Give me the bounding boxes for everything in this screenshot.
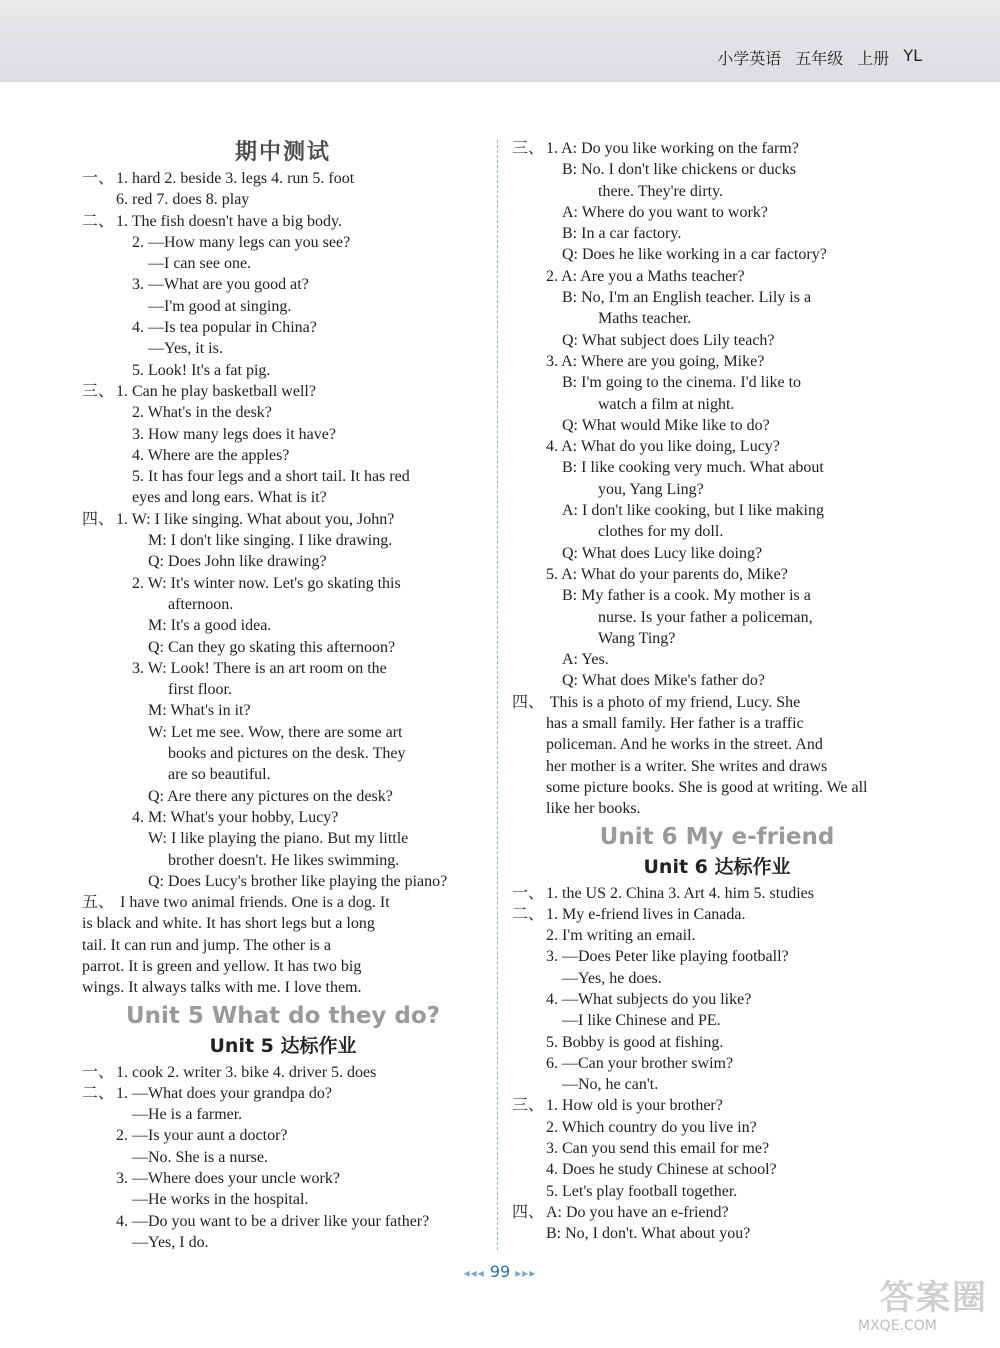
answer-text: 2. W: It's winter now. Let's go skating this xyxy=(132,574,401,592)
answer-text: 1. —What does your grandpa do? xyxy=(116,1084,332,1102)
answer-line xyxy=(82,892,484,913)
answer-text: 2. —How many legs can you see? xyxy=(132,233,351,251)
section-number: 二、 xyxy=(82,212,115,230)
answer-text: —Yes, he does. xyxy=(562,969,662,987)
answer-text: —He works in the hospital. xyxy=(132,1191,309,1209)
answer-text: B: I'm going to the cinema. I'd like to xyxy=(562,374,802,392)
unit5-answers xyxy=(82,1062,484,1254)
answer-text: 4. Where are the apples? xyxy=(132,446,290,464)
answer-text: Q: Does he like working in a car factory? xyxy=(562,246,827,264)
answer-line xyxy=(82,168,484,189)
answer-line xyxy=(82,700,484,721)
answer-line xyxy=(512,436,922,457)
answer-text: 1. Can he play basketball well? xyxy=(116,382,316,400)
answer-text: has a small family. Her father is a traffic xyxy=(546,715,804,733)
section-number: 五、 xyxy=(82,894,115,912)
answer-line xyxy=(82,551,484,572)
answer-text: —Yes, I do. xyxy=(132,1233,209,1251)
unit6-subtitle: Unit 6 达标作业 xyxy=(643,855,791,878)
header-subject: 小学英语 xyxy=(717,49,782,68)
answer-line xyxy=(82,487,484,508)
answer-line xyxy=(82,381,484,402)
answer-line xyxy=(512,1202,922,1223)
answer-text: A: Where do you want to work? xyxy=(562,203,768,221)
answer-line xyxy=(82,1083,484,1104)
answer-line xyxy=(82,232,484,253)
running-header xyxy=(717,46,922,69)
section-number: 三、 xyxy=(82,382,115,400)
unit5-subtitle: Unit 5 达标作业 xyxy=(209,1034,357,1057)
answer-line xyxy=(512,925,922,946)
answer-line xyxy=(512,883,922,904)
left-column xyxy=(82,135,484,1253)
right-column xyxy=(512,138,922,1245)
answer-text: watch a film at night. xyxy=(598,395,735,413)
answer-line xyxy=(82,722,484,743)
midterm-answers-continued xyxy=(512,138,922,820)
answer-text: there. They're dirty. xyxy=(598,182,724,200)
answer-text: 1. the US 2. China 3. Art 4. him 5. studies xyxy=(546,884,814,902)
answer-text: 2. —Is your aunt a doctor? xyxy=(116,1127,288,1145)
answer-line xyxy=(82,360,484,381)
watermark-logo: 答案圈 xyxy=(880,1278,988,1318)
answer-line xyxy=(512,479,922,500)
answer-text: W: Let me see. Wow, there are some art xyxy=(148,723,403,741)
answer-text: —No. She is a nurse. xyxy=(132,1148,268,1166)
answer-text: 4. M: What's your hobby, Lucy? xyxy=(132,808,339,826)
answer-line xyxy=(82,850,484,871)
answer-text: 4. A: What do you like doing, Lucy? xyxy=(546,438,780,456)
header-volume: 上册 xyxy=(857,49,890,68)
unit6-answers xyxy=(512,883,922,1245)
answer-line xyxy=(512,351,922,372)
answer-text: 6. —Can your brother swim? xyxy=(546,1054,734,1072)
answer-line xyxy=(82,211,484,232)
answer-line xyxy=(512,223,922,244)
answer-text: is black and white. It has short legs but a long xyxy=(82,915,375,933)
answer-text: A: Yes. xyxy=(562,651,609,669)
answer-text: books and pictures on the desk. They xyxy=(168,745,406,763)
answer-line xyxy=(82,594,484,615)
answer-text: like her books. xyxy=(546,800,641,818)
answer-text: B: No, I don't. What about you? xyxy=(546,1225,751,1243)
prev-arrows-icon: ◂◂◂ xyxy=(463,1266,485,1280)
answer-text: —I'm good at singing. xyxy=(148,297,292,315)
answer-text: 1. The fish doesn't have a big body. xyxy=(116,212,342,230)
section-number: 三、 xyxy=(512,1097,545,1115)
answer-text: 3. —Does Peter like playing football? xyxy=(546,948,789,966)
answer-text: B: No, I'm an English teacher. Lily is a xyxy=(562,289,812,307)
answer-text: 2. I'm writing an email. xyxy=(546,927,696,945)
section-number: 三、 xyxy=(512,140,545,157)
answer-line xyxy=(82,573,484,594)
answer-line xyxy=(512,1010,922,1031)
answer-text: 1. W: I like singing. What about you, John? xyxy=(116,510,395,528)
answer-line xyxy=(82,530,484,551)
answer-text: 4. —Do you want to be a driver like your father? xyxy=(116,1212,430,1230)
answer-line xyxy=(82,445,484,466)
answer-line xyxy=(82,296,484,317)
answer-line xyxy=(82,1211,484,1232)
answer-text: 1. hard 2. beside 3. legs 4. run 5. foot xyxy=(116,170,355,187)
answer-line xyxy=(512,607,922,628)
answer-text: parrot. It is green and yellow. It has two big xyxy=(82,957,362,975)
answer-line xyxy=(82,743,484,764)
answer-line xyxy=(512,1053,922,1074)
answer-text: 2. Which country do you live in? xyxy=(546,1118,757,1136)
answer-line xyxy=(512,415,922,436)
page-number: 99 xyxy=(489,1262,511,1281)
answer-text: Q: Are there any pictures on the desk? xyxy=(148,787,393,805)
header-grade: 五年级 xyxy=(795,49,844,68)
section-number: 一、 xyxy=(512,884,545,902)
section-number: 二、 xyxy=(512,905,545,923)
answer-line xyxy=(512,777,922,798)
answer-text: —Yes, it is. xyxy=(148,340,223,358)
answer-line xyxy=(512,1095,922,1116)
answer-text: 5. Look! It's a fat pig. xyxy=(132,361,271,379)
answer-line xyxy=(512,628,922,649)
answer-line xyxy=(512,756,922,777)
answer-line xyxy=(82,338,484,359)
answer-line xyxy=(512,1223,922,1244)
answer-text: 5. Bobby is good at fishing. xyxy=(546,1033,724,1051)
answer-line xyxy=(512,670,922,691)
watermark-url: MXQE.COM xyxy=(858,1318,937,1334)
answer-line xyxy=(512,159,922,180)
answer-text: 1. A: Do you like working on the farm? xyxy=(546,140,799,157)
answer-line xyxy=(82,956,484,977)
section-number: 一、 xyxy=(82,170,115,187)
answer-text: 4. —What subjects do you like? xyxy=(546,990,752,1008)
answer-text: 5. It has four legs and a short tail. It has red xyxy=(132,468,410,486)
answer-text: 3. —What are you good at? xyxy=(132,276,309,294)
answer-line xyxy=(512,521,922,542)
answer-text: first floor. xyxy=(168,681,232,699)
answer-line xyxy=(82,466,484,487)
answer-text: B: I like cooking very much. What about xyxy=(562,459,824,477)
answer-text: B: My father is a cook. My mother is a xyxy=(562,587,811,605)
answer-text: —I can see one. xyxy=(148,255,252,273)
midterm-answers xyxy=(82,168,484,999)
answer-line xyxy=(512,564,922,585)
answer-line xyxy=(82,1147,484,1168)
answer-text: —He is a farmer. xyxy=(132,1106,243,1124)
answer-text: her mother is a writer. She writes and draws xyxy=(546,757,828,775)
answer-text: 5. Let's play football together. xyxy=(546,1182,738,1200)
answer-line xyxy=(82,977,484,998)
answer-line xyxy=(82,871,484,892)
answer-line xyxy=(82,1168,484,1189)
answer-line xyxy=(512,500,922,521)
answer-text: brother doesn't. He likes swimming. xyxy=(168,851,400,869)
answer-text: —No, he can't. xyxy=(562,1076,659,1094)
answer-text: 3. A: Where are you going, Mike? xyxy=(546,352,765,370)
answer-text: Q: Does Lucy's brother like playing the piano? xyxy=(148,872,448,890)
answer-text: nurse. Is your father a policeman, xyxy=(598,608,813,626)
answer-line xyxy=(512,1159,922,1180)
answer-line xyxy=(82,1125,484,1146)
midterm-title: 期中测试 xyxy=(234,140,331,165)
answer-text: 4. Does he study Chinese at school? xyxy=(546,1161,777,1179)
answer-text: 3. W: Look! There is an art room on the xyxy=(132,659,387,677)
top-banner xyxy=(0,0,1000,82)
answer-line xyxy=(512,372,922,393)
answer-text: 2. What's in the desk? xyxy=(132,404,272,422)
answer-line xyxy=(512,138,922,159)
answer-line xyxy=(512,308,922,329)
answer-text: This is a photo of my friend, Lucy. She xyxy=(546,693,801,711)
answer-line xyxy=(82,764,484,785)
answer-text: Q: What would Mike like to do? xyxy=(562,416,770,434)
answer-text: M: What's in it? xyxy=(148,702,251,720)
section-number: 四、 xyxy=(512,693,545,711)
answer-text: W: I like playing the piano. But my little xyxy=(148,830,409,848)
answer-line xyxy=(512,181,922,202)
section-number: 四、 xyxy=(512,1203,545,1221)
answer-line xyxy=(82,274,484,295)
answer-text: 3. —Where does your uncle work? xyxy=(116,1170,340,1188)
answer-line xyxy=(512,457,922,478)
answer-text: Q: What does Lucy like doing? xyxy=(562,544,763,562)
answer-text: 1. cook 2. writer 3. bike 4. driver 5. does xyxy=(116,1063,377,1081)
answer-text: policeman. And he works in the street. And xyxy=(546,736,823,754)
answer-line xyxy=(82,1232,484,1253)
answer-line xyxy=(512,585,922,606)
answer-line xyxy=(512,1032,922,1053)
answer-text: 1. My e-friend lives in Canada. xyxy=(546,905,746,923)
answer-line xyxy=(512,1117,922,1138)
answer-text: B: No. I don't like chickens or ducks xyxy=(562,161,796,179)
answer-line xyxy=(512,1074,922,1095)
answer-text: Q: What does Mike's father do? xyxy=(562,672,765,690)
answer-text: afternoon. xyxy=(168,595,234,613)
answer-line xyxy=(82,189,484,210)
answer-text: Q: Can they go skating this afternoon? xyxy=(148,638,396,656)
answer-line xyxy=(82,786,484,807)
answer-text: clothes for my doll. xyxy=(598,523,724,541)
answer-text: Q: Does John like drawing? xyxy=(148,553,327,571)
answer-text: Q: What subject does Lily teach? xyxy=(562,331,775,349)
answer-text: I have two animal friends. One is a dog. It xyxy=(116,894,390,912)
answer-text: wings. It always talks with me. I love them. xyxy=(82,979,362,997)
answer-text: M: It's a good idea. xyxy=(148,617,272,635)
answer-line xyxy=(82,1189,484,1210)
answer-line xyxy=(512,330,922,351)
answer-line xyxy=(82,1104,484,1125)
answer-line xyxy=(82,679,484,700)
answer-line xyxy=(512,202,922,223)
answer-line xyxy=(82,913,484,934)
answer-line xyxy=(512,989,922,1010)
answer-text: 3. Can you send this email for me? xyxy=(546,1140,770,1158)
unit5-title: Unit 5 What do they do? xyxy=(125,1002,441,1029)
answer-text: 1. How old is your brother? xyxy=(546,1097,723,1115)
answer-line xyxy=(82,807,484,828)
section-number: 一、 xyxy=(82,1063,115,1081)
column-divider xyxy=(497,140,498,1250)
next-arrows-icon: ▸▸▸ xyxy=(515,1266,537,1280)
answer-text: are so beautiful. xyxy=(168,766,271,784)
answer-line xyxy=(82,509,484,530)
answer-text: 2. A: Are you a Maths teacher? xyxy=(546,267,745,285)
answer-line xyxy=(512,287,922,308)
answer-text: B: In a car factory. xyxy=(562,225,682,243)
answer-line xyxy=(512,1138,922,1159)
answer-line xyxy=(512,713,922,734)
answer-line xyxy=(82,317,484,338)
answer-text: 4. —Is tea popular in China? xyxy=(132,319,317,337)
answer-line xyxy=(82,658,484,679)
answer-text: —I like Chinese and PE. xyxy=(562,1012,721,1030)
answer-text: Maths teacher. xyxy=(598,310,692,328)
answer-line xyxy=(512,244,922,265)
header-edition: YL xyxy=(903,46,922,65)
answer-line xyxy=(82,828,484,849)
answer-text: A: Do you have an e-friend? xyxy=(546,1203,729,1221)
answer-line xyxy=(512,649,922,670)
answer-line xyxy=(82,935,484,956)
answer-text: eyes and long ears. What is it? xyxy=(132,489,327,507)
answer-text: some picture books. She is good at writing. We all xyxy=(546,778,868,796)
answer-text: M: I don't like singing. I like drawing. xyxy=(148,532,393,550)
answer-line xyxy=(82,1062,484,1083)
answer-line xyxy=(512,266,922,287)
answer-line xyxy=(512,692,922,713)
section-number: 二、 xyxy=(82,1084,115,1102)
answer-line xyxy=(82,253,484,274)
answer-line xyxy=(82,402,484,423)
answer-line xyxy=(512,1181,922,1202)
answer-line xyxy=(82,637,484,658)
answer-text: tail. It can run and jump. The other is a xyxy=(82,936,331,954)
page-footer xyxy=(0,1262,1000,1281)
answer-line xyxy=(512,946,922,967)
answer-line xyxy=(82,424,484,445)
answer-text: 5. A: What do your parents do, Mike? xyxy=(546,565,788,583)
answer-text: 6. red 7. does 8. play xyxy=(116,191,250,209)
answer-text: A: I don't like cooking, but I like making xyxy=(562,502,824,520)
answer-text: you, Yang Ling? xyxy=(598,480,704,498)
answer-text: 3. How many legs does it have? xyxy=(132,425,336,443)
answer-line xyxy=(82,615,484,636)
answer-text: Wang Ting? xyxy=(598,629,676,647)
section-number: 四、 xyxy=(82,510,115,528)
answer-line xyxy=(512,798,922,819)
unit6-title: Unit 6 My e-friend xyxy=(599,823,835,850)
answer-line xyxy=(512,734,922,755)
answer-line xyxy=(512,968,922,989)
answer-line xyxy=(512,904,922,925)
answer-line xyxy=(512,394,922,415)
answer-line xyxy=(512,543,922,564)
